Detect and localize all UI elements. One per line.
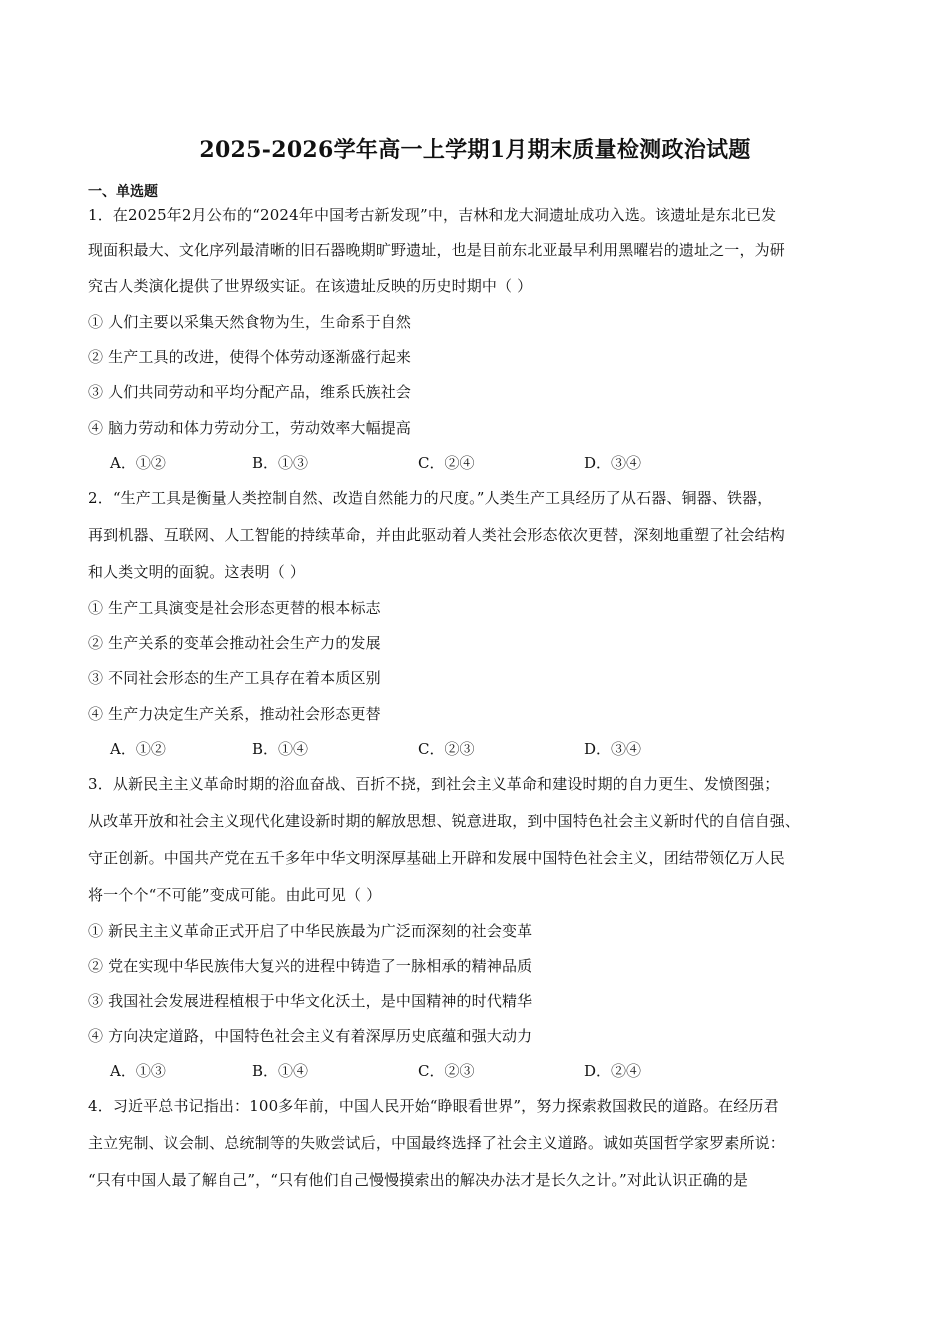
option-c[interactable]: C．②③ — [418, 740, 475, 758]
statement-item: ③ 人们共同劳动和平均分配产品，维系氏族社会 — [88, 383, 412, 401]
question-stem-line: “只有中国人最了解自己”，“只有他们自己慢慢摸索出的解决办法才是长久之计。”对此认识正确的是 — [88, 1171, 749, 1189]
option-d[interactable]: D．③④ — [584, 740, 642, 758]
question-stem-line: 将一个个“不可能”变成可能。由此可见（ ） — [88, 886, 382, 904]
page-title: 2025-2026学年高一上学期1月期末质量检测政治试题 — [199, 137, 751, 163]
statement-item: ② 生产工具的改进，使得个体劳动逐渐盛行起来 — [88, 348, 412, 366]
statement-item: ③ 不同社会形态的生产工具存在着本质区别 — [88, 669, 381, 687]
question-stem-line: 和人类文明的面貌。这表明（ ） — [88, 563, 306, 581]
option-c[interactable]: C．②③ — [418, 1062, 475, 1080]
statement-item: ① 人们主要以采集天然食物为生，生命系于自然 — [88, 313, 412, 331]
statement-item: ① 生产工具演变是社会形态更替的根本标志 — [88, 599, 381, 617]
statement-item: ④ 生产力决定生产关系，推动社会形态更替 — [88, 705, 381, 723]
option-b[interactable]: B．①③ — [252, 454, 309, 472]
statement-item: ④ 方向决定道路，中国特色社会主义有着深厚历史底蕴和强大动力 — [88, 1027, 533, 1045]
option-b[interactable]: B．①④ — [252, 1062, 309, 1080]
question-stem-line: 现面积最大、文化序列最清晰的旧石器晚期旷野遗址，也是目前东北亚最早利用黑曜岩的遗址之一，为研 — [88, 241, 785, 259]
option-d[interactable]: D．③④ — [584, 454, 642, 472]
statement-item: ④ 脑力劳动和体力劳动分工，劳动效率大幅提高 — [88, 419, 412, 437]
question-stem-line: 1．在2025年2月公布的“2024年中国考古新发现”中，吉林和龙大洞遗址成功入选。该遗址是东北已发 — [88, 206, 777, 224]
statement-item: ③ 我国社会发展进程植根于中华文化沃土，是中国精神的时代精华 — [88, 992, 533, 1010]
question-stem-line: 究古人类演化提供了世界级实证。在该遗址反映的历史时期中（ ） — [88, 277, 533, 295]
option-a[interactable]: A．①③ — [110, 1062, 166, 1080]
option-b[interactable]: B．①④ — [252, 740, 309, 758]
section-heading: 一、单选题 — [88, 184, 158, 200]
option-a[interactable]: A．①② — [110, 454, 166, 472]
option-c[interactable]: C．②④ — [418, 454, 475, 472]
statement-item: ① 新民主主义革命正式开启了中华民族最为广泛而深刻的社会变革 — [88, 922, 533, 940]
question-stem-line: 再到机器、互联网、人工智能的持续革命，并由此驱动着人类社会形态依次更替，深刻地重塑了社会结构 — [88, 526, 785, 544]
question-stem-line: 从改革开放和社会主义现代化建设新时期的解放思想、锐意进取，到中国特色社会主义新时代的自信自强、 — [88, 812, 801, 830]
question-stem-line: 4．习近平总书记指出：100多年前，中国人民开始“睁眼看世界”，努力探索救国救民的道路。在经历君 — [88, 1097, 779, 1115]
question-stem-line: 主立宪制、议会制、总统制等的失败尝试后，中国最终选择了社会主义道路。诚如英国哲学家罗素所说： — [88, 1134, 785, 1152]
statement-item: ② 生产关系的变革会推动社会生产力的发展 — [88, 634, 381, 652]
question-stem-line: 守正创新。中国共产党在五千多年中华文明深厚基础上开辟和发展中国特色社会主义，团结带领亿万人民 — [88, 849, 785, 867]
statement-item: ② 党在实现中华民族伟大复兴的进程中铸造了一脉相承的精神品质 — [88, 957, 533, 975]
question-stem-line: 3．从新民主主义革命时期的浴血奋战、百折不挠，到社会主义革命和建设时期的自力更生、发愤图强； — [88, 775, 780, 793]
option-d[interactable]: D．②④ — [584, 1062, 642, 1080]
question-stem-line: 2．“生产工具是衡量人类控制自然、改造自然能力的尺度。”人类生产工具经历了从石器、铜器、铁器， — [88, 489, 773, 507]
option-a[interactable]: A．①② — [110, 740, 166, 758]
